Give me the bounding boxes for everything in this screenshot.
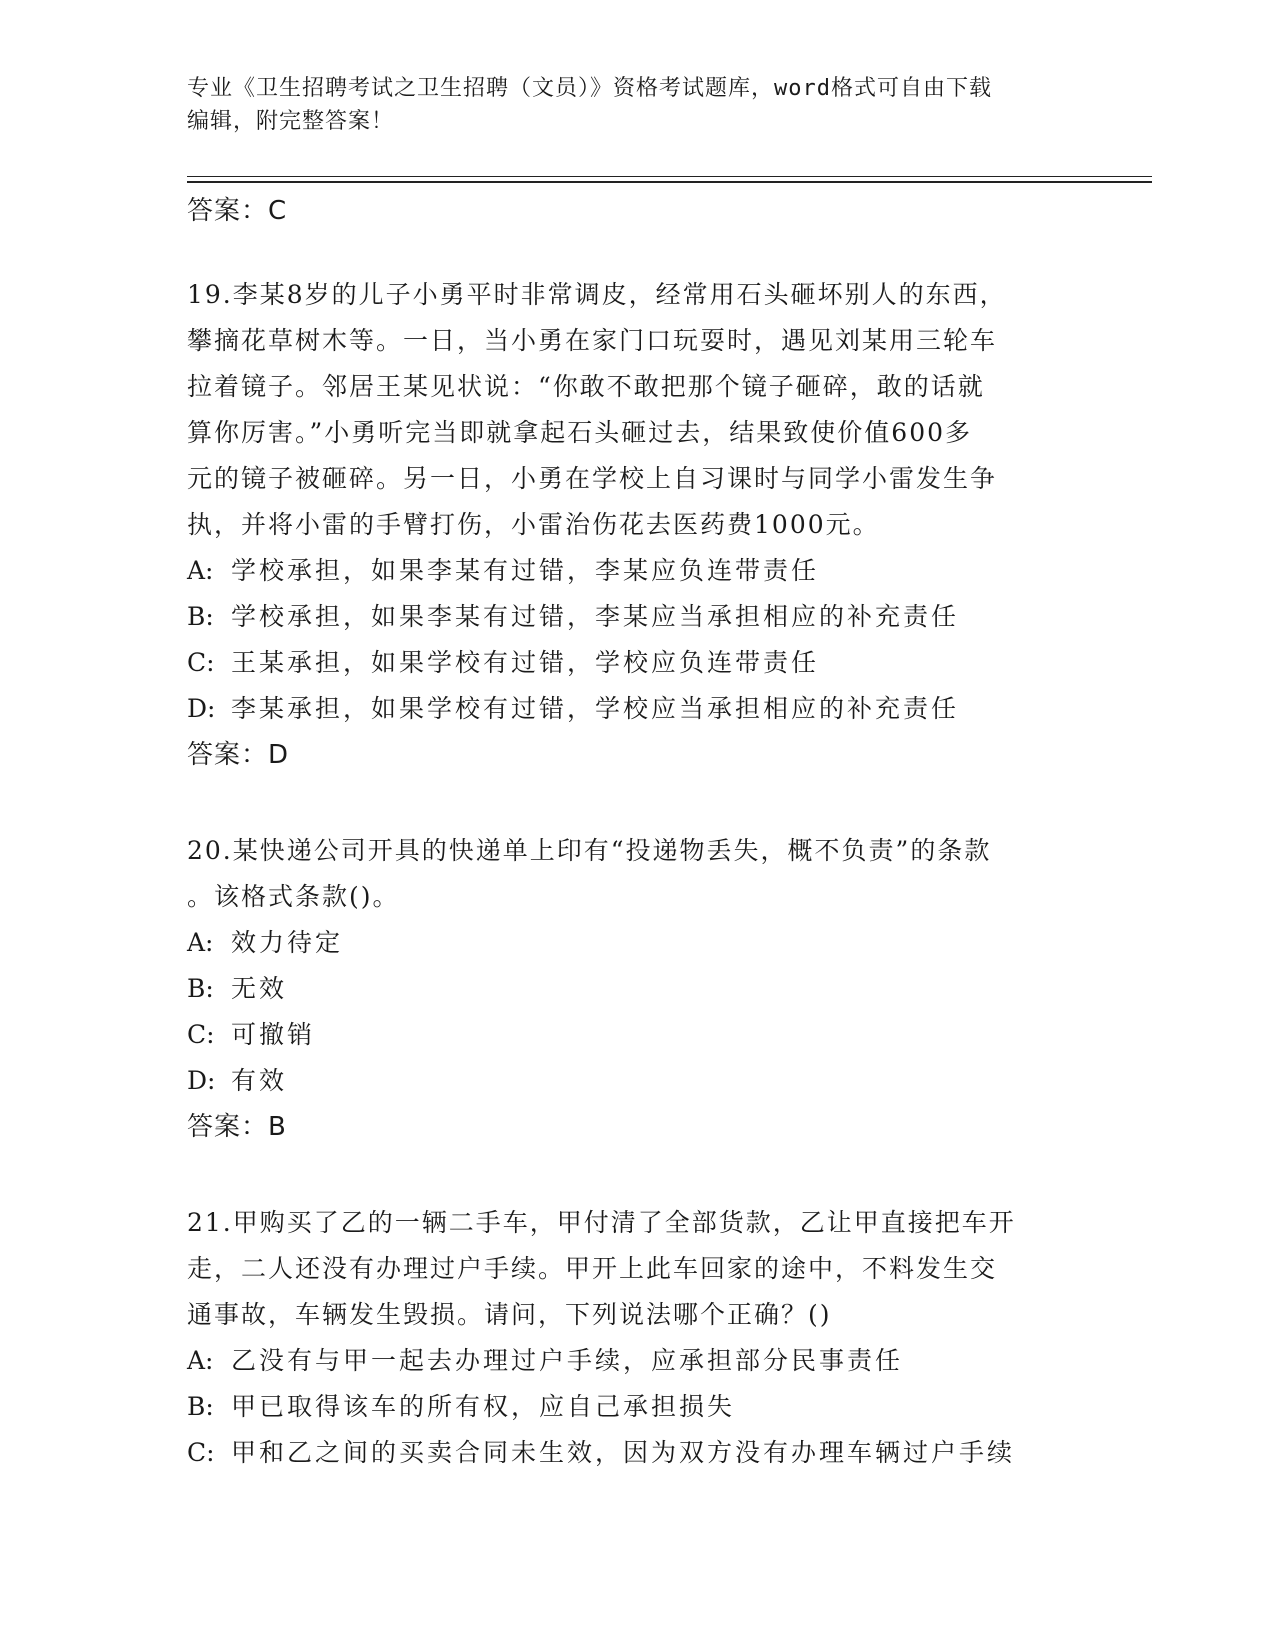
answer-label: 答案：B bbox=[187, 1112, 287, 1142]
document-header bbox=[187, 72, 1087, 138]
header-line-1: 专业《卫生招聘考试之卫生招聘（文员）》资格考试题库，word格式可自由下载 bbox=[187, 76, 992, 101]
option-text: 甲已取得该车的所有权，应自己承担损失 bbox=[231, 1392, 736, 1421]
option-letter: A: bbox=[187, 1346, 214, 1375]
question-21 bbox=[187, 1200, 1087, 1476]
option-text: 甲和乙之间的买卖合同未生效，因为双方没有办理车辆过户手续 bbox=[231, 1438, 1016, 1467]
option-b bbox=[187, 966, 1087, 1012]
answer-label: 答案：D bbox=[187, 740, 290, 770]
option-text: 李某承担，如果学校有过错，学校应当承担相应的补充责任 bbox=[231, 694, 960, 723]
stem-line: 拉着镜子。邻居王某见状说：“你敢不敢把那个镜子砸碎，敢的话就 bbox=[187, 372, 985, 401]
option-a bbox=[187, 548, 1087, 594]
question-stem bbox=[187, 1200, 1087, 1338]
header-divider-thin bbox=[187, 176, 1152, 177]
header-line-2: 编辑，附完整答案！ bbox=[187, 109, 395, 134]
question-19 bbox=[187, 272, 1087, 778]
stem-line: 。该格式条款()。 bbox=[187, 882, 400, 911]
option-text: 王某承担，如果学校有过错，学校应负连带责任 bbox=[231, 648, 820, 677]
stem-line: 19.李某8岁的儿子小勇平时非常调皮，经常用石头砸坏别人的东西， bbox=[187, 280, 1007, 309]
option-text: 学校承担，如果李某有过错，李某应当承担相应的补充责任 bbox=[231, 602, 960, 631]
option-c bbox=[187, 1012, 1087, 1058]
question-stem bbox=[187, 828, 1087, 920]
option-text: 乙没有与甲一起去办理过户手续，应承担部分民事责任 bbox=[231, 1346, 904, 1375]
option-text: 无效 bbox=[231, 974, 288, 1003]
question-list bbox=[187, 188, 1087, 1476]
question-20 bbox=[187, 828, 1087, 1150]
option-c bbox=[187, 640, 1087, 686]
option-letter: B: bbox=[187, 602, 214, 631]
option-text: 有效 bbox=[231, 1066, 288, 1095]
stem-line: 算你厉害。”小勇听完当即就拿起石头砸过去，结果致使价值600多 bbox=[187, 418, 973, 447]
option-letter: C: bbox=[187, 1020, 215, 1049]
option-letter: B: bbox=[187, 1392, 214, 1421]
option-text: 可撤销 bbox=[231, 1020, 316, 1049]
option-text: 效力待定 bbox=[231, 928, 344, 957]
stem-line: 通事故，车辆发生毁损。请问，下列说法哪个正确？() bbox=[187, 1300, 832, 1329]
stem-line: 攀摘花草树木等。一日，当小勇在家门口玩耍时，遇见刘某用三轮车 bbox=[187, 326, 998, 355]
option-a bbox=[187, 1338, 1087, 1384]
option-letter: A: bbox=[187, 556, 214, 585]
stem-line: 元的镜子被砸碎。另一日，小勇在学校上自习课时与同学小雷发生争 bbox=[187, 464, 998, 493]
option-letter: B: bbox=[187, 974, 214, 1003]
option-a bbox=[187, 920, 1087, 966]
option-d bbox=[187, 1058, 1087, 1104]
option-b bbox=[187, 594, 1087, 640]
option-letter: A: bbox=[187, 928, 214, 957]
option-d bbox=[187, 686, 1087, 732]
stem-line: 执，并将小雷的手臂打伤，小雷治伤花去医药费1000元。 bbox=[187, 510, 880, 539]
option-letter: C: bbox=[187, 1438, 215, 1467]
stem-line: 走，二人还没有办理过户手续。甲开上此车回家的途中，不料发生交 bbox=[187, 1254, 998, 1283]
header-divider-thick bbox=[187, 181, 1152, 183]
option-letter: C: bbox=[187, 648, 215, 677]
stem-line: 21.甲购买了乙的一辆二手车，甲付清了全部货款，乙让甲直接把车开 bbox=[187, 1208, 1016, 1237]
option-c bbox=[187, 1430, 1087, 1476]
option-b bbox=[187, 1384, 1087, 1430]
option-letter: D: bbox=[187, 1066, 216, 1095]
option-text: 学校承担，如果李某有过错，李某应负连带责任 bbox=[231, 556, 820, 585]
answer-label: 答案：C bbox=[187, 196, 288, 226]
stem-line: 20.某快递公司开具的快递单上印有“投递物丢失，概不负责”的条款 bbox=[187, 836, 992, 865]
question-stem bbox=[187, 272, 1087, 548]
option-letter: D: bbox=[187, 694, 216, 723]
